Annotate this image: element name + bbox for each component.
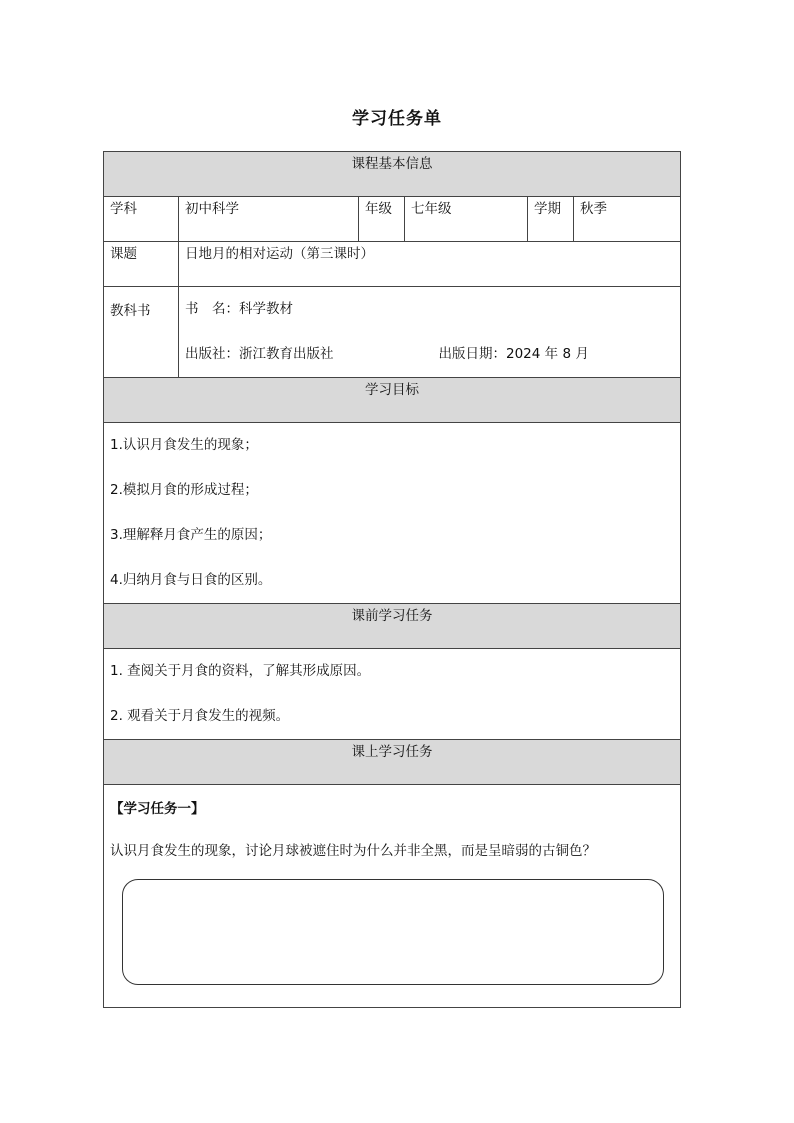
term-label: 学期 xyxy=(528,197,574,242)
task-one-question: 认识月食发生的现象，讨论月球被遮住时为什么并非全黑，而是呈暗弱的古铜色？ xyxy=(110,843,596,859)
pre-class-task-list xyxy=(104,649,681,740)
section-header-in-class: 课上学习任务 xyxy=(104,740,681,785)
objectives-list xyxy=(104,423,681,604)
term-value: 秋季 xyxy=(574,197,681,242)
objective-item: 3.理解释月食产生的原因； xyxy=(110,527,272,543)
textbook-label: 教科书 xyxy=(104,287,179,378)
publication-date: 出版日期：2024 年 8 月 xyxy=(438,346,589,362)
answer-box[interactable] xyxy=(122,879,664,985)
in-class-task-cell xyxy=(104,785,681,1008)
objective-item: 4.归纳月食与日食的区别。 xyxy=(110,572,272,588)
grade-label: 年级 xyxy=(359,197,405,242)
subject-value: 初中科学 xyxy=(179,197,359,242)
section-header-basic-info: 课程基本信息 xyxy=(104,152,681,197)
task-sheet-table xyxy=(103,151,681,1008)
textbook-info xyxy=(179,287,681,378)
pre-class-task-item: 2. 观看关于月食发生的视频。 xyxy=(110,708,290,724)
publisher-line xyxy=(185,332,674,377)
objective-item: 2.模拟月食的形成过程； xyxy=(110,482,258,498)
topic-value: 日地月的相对运动（第三课时） xyxy=(179,242,681,287)
objective-item: 1.认识月食发生的现象； xyxy=(110,437,258,453)
pre-class-task-item: 1. 查阅关于月食的资料，了解其形成原因。 xyxy=(110,663,371,679)
subject-label: 学科 xyxy=(104,197,179,242)
document-title: 学习任务单 xyxy=(352,109,442,129)
topic-label: 课题 xyxy=(104,242,179,287)
section-header-pre-class: 课前学习任务 xyxy=(104,604,681,649)
publisher: 出版社：浙江教育出版社 xyxy=(185,346,334,362)
task-one-title: 【学习任务一】 xyxy=(110,801,205,817)
book-name: 书 名：科学教材 xyxy=(185,301,293,317)
section-header-objectives: 学习目标 xyxy=(104,378,681,423)
grade-value: 七年级 xyxy=(405,197,528,242)
